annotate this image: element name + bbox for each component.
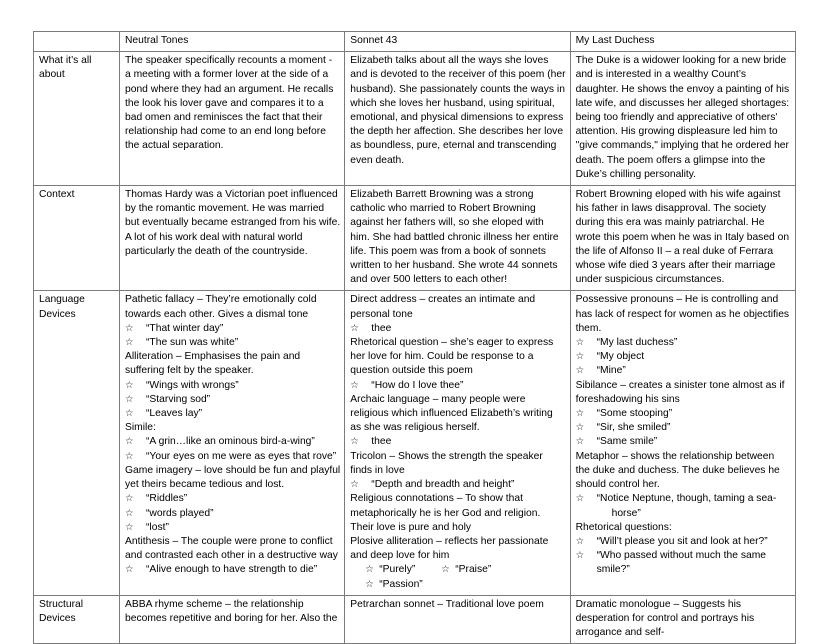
quote-text: “words played”	[146, 507, 214, 519]
quote-bullet-item	[576, 364, 791, 378]
quote-bullet-item	[125, 435, 340, 449]
paragraph: Robert Browning eloped with his wife against his father in laws disapproval. The society during this era was mainly patriarchal. He wrote this poem when he was in Italy based on the life of Alfonso II – a real duke of Ferrara whose wife died 3 years after their marriage under suspicious circumstances.	[575, 189, 790, 286]
star-bullet-icon: ☆	[125, 521, 134, 533]
star-bullet-icon: ☆	[365, 578, 380, 590]
quote-bullet-item	[125, 492, 340, 506]
paragraph: Plosive alliteration – reflects her passionate and deep love for him	[350, 535, 549, 562]
paragraph: Archaic language – many people were religious which influenced Elizabeth’s writing as she was religious herself.	[350, 393, 553, 434]
cell-context-neutral-tones	[120, 186, 345, 291]
quote-text: “Notice Neptune, though, taming a sea-horse”	[596, 493, 777, 519]
quote-text: “Leaves lay”	[146, 408, 203, 420]
star-bullet-icon: ☆	[350, 322, 359, 334]
quote-text: “Praise”	[455, 564, 492, 576]
paragraph: Elizabeth talks about all the ways she loves and is devoted to the receiver of this poem (her husband). She passionately counts the ways in which she loves her husband, using spiritual, emotional, and physical dimensions to express the depth her affection. She describes her love as boundless, pure, eternal and transcending even death.	[350, 55, 566, 166]
paragraph: Metaphor – shows the relationship between the duke and duchess. The duke believes he should control her.	[575, 450, 780, 491]
quote-text: “Depth and breadth and height”	[371, 479, 515, 491]
quote-bullet-row	[350, 563, 565, 591]
quote-bullet-item	[125, 563, 340, 577]
quote-text: “The sun was white”	[146, 337, 239, 349]
quote-text: “Starving sod”	[146, 393, 211, 405]
quote-bullet-item	[350, 379, 565, 393]
table-corner-cell	[34, 32, 120, 52]
quote-text: “Riddles”	[146, 493, 188, 505]
star-bullet-icon: ☆	[441, 564, 456, 576]
quote-text: “Will’t please you sit and look at her?”	[596, 535, 768, 547]
paragraph: Pathetic fallacy – They’re emotionally cold towards each other. Gives a dismal tone	[125, 294, 317, 320]
star-bullet-icon: ☆	[575, 365, 585, 377]
cell-structural-devices-sonnet-43	[345, 595, 570, 644]
quote-text: “Who passed without much the same smile?”	[596, 550, 766, 576]
cell-what-it-s-all-about-neutral-tones	[120, 52, 345, 186]
cell-structural-devices-my-last-duchess	[570, 595, 795, 644]
quote-bullet-item	[576, 535, 791, 549]
row-label-what-it-s-all-about: What it’s all about	[34, 52, 120, 186]
star-bullet-icon: ☆	[125, 564, 134, 576]
quote-text: “Alive enough to have strength to die”	[146, 564, 318, 576]
quote-bullet-item	[125, 407, 340, 421]
cell-language-devices-sonnet-43	[345, 291, 570, 595]
star-bullet-icon: ☆	[575, 550, 585, 562]
quote-text: “Same smile”	[596, 436, 658, 448]
quote-text: “Purely”	[379, 564, 416, 576]
quote-bullet-item	[576, 492, 791, 520]
paragraph: Religious connotations – To show that metaphorically he is her God and religion. Their love is pure and holy	[350, 493, 541, 533]
star-bullet-icon: ☆	[350, 479, 359, 491]
cell-what-it-s-all-about-sonnet-43	[345, 52, 570, 186]
quote-bullet-item	[576, 435, 791, 449]
paragraph: Sibilance – creates a sinister tone almost as if foreshadowing his sins	[575, 379, 785, 405]
star-bullet-icon: ☆	[125, 393, 134, 405]
star-bullet-icon: ☆	[125, 507, 134, 519]
row-label-structural-devices: Structural Devices	[34, 595, 120, 644]
paragraph: Elizabeth Barrett Browning was a strong catholic who married to Robert Browning against her fathers will, so she eloped with him. She had battled chronic illness her entire life. This poem was from a book of sonnets written to her husband. She wrote 44 sonnets and over 500 letters to each other!	[350, 189, 559, 286]
quote-bullet-item	[125, 507, 340, 521]
star-bullet-icon: ☆	[575, 408, 585, 420]
paragraph: Alliteration – Emphasises the pain and suffering felt by the speaker.	[125, 351, 301, 377]
quote-text: “Your eyes on me were as eyes that rove”	[146, 450, 337, 462]
star-bullet-icon: ☆	[125, 337, 134, 349]
quote-bullet-item	[576, 421, 791, 435]
star-bullet-icon: ☆	[350, 436, 359, 448]
quote-bullet-item	[350, 435, 565, 449]
paragraph: Petrarchan sonnet – Traditional love poem	[350, 598, 544, 610]
cell-language-devices-my-last-duchess	[570, 291, 795, 595]
quote-text: “Some stooping”	[596, 408, 673, 420]
quote-bullet-item	[576, 350, 791, 364]
quote-text: “A grin…like an ominous bird-a-wing”	[146, 436, 315, 448]
star-bullet-icon: ☆	[575, 493, 585, 505]
star-bullet-icon: ☆	[350, 379, 359, 391]
paragraph: Possessive pronouns – He is controlling and has lack of respect for women as he objectifies them.	[575, 294, 790, 334]
quote-bullet-item	[576, 407, 791, 421]
quote-bullet-item	[125, 336, 340, 350]
quote-bullet-item	[125, 393, 340, 407]
paragraph: ABBA rhyme scheme – the relationship becomes repetitive and boring for her. Also the	[125, 598, 338, 624]
star-bullet-icon: ☆	[575, 436, 585, 448]
column-header-neutral-tones: Neutral Tones	[120, 32, 345, 52]
table-body	[34, 52, 796, 644]
paragraph: Rhetorical question – she’s eager to express her love for him. Could be response to a question outside this poem	[350, 337, 554, 377]
column-header-sonnet-43: Sonnet 43	[345, 32, 570, 52]
paragraph: The Duke is a widower looking for a new bride and is interested in a wealthy Count’s daughter. He shows the envoy a painting of his late wife, and discusses her alleged shortages: being too friendly and appreciative of others' attention. His growing displeasure led him to "give commands," implying that he ordered her death. The poem offers a glimpse into the Duke’s chilling personality.	[575, 55, 790, 180]
star-bullet-icon: ☆	[125, 493, 134, 505]
quote-text: “Sir, she smiled”	[596, 422, 671, 434]
table-row	[34, 186, 796, 291]
paragraph: Antithesis – The couple were prone to conflict and contrasted each other in a destructive way	[125, 535, 338, 562]
table-header-row	[34, 32, 796, 52]
star-bullet-icon: ☆	[575, 351, 585, 363]
quote-text: thee	[371, 436, 392, 448]
star-bullet-icon: ☆	[125, 408, 134, 420]
quote-text: “Passion”	[379, 578, 423, 590]
table-row	[34, 291, 796, 595]
quote-text: “My object	[596, 351, 645, 363]
quote-text: “Mine”	[596, 365, 626, 377]
paragraph: Game imagery – love should be fun and playful yet theirs became tedious and lost.	[125, 464, 341, 491]
star-bullet-icon: ☆	[125, 322, 134, 334]
quote-text: “lost”	[146, 521, 169, 533]
star-bullet-icon: ☆	[575, 337, 585, 349]
quote-text: thee	[371, 322, 392, 334]
cell-context-sonnet-43	[345, 186, 570, 291]
cell-structural-devices-neutral-tones	[120, 595, 345, 644]
paragraph: Rhetorical questions:	[575, 521, 672, 533]
star-bullet-icon: ☆	[125, 450, 134, 462]
row-label-context: Context	[34, 186, 120, 291]
quote-text: “My last duchess”	[596, 337, 678, 349]
star-bullet-icon: ☆	[125, 379, 134, 391]
quote-bullet-item	[576, 549, 791, 577]
paragraph: Thomas Hardy was a Victorian poet influenced by the romantic movement. He was married but eventually became estranged from his wife. A lot of his work deal with natural world particularly the death of the countryside.	[125, 189, 341, 257]
table-row	[34, 52, 796, 186]
paragraph: Tricolon – Shows the strength the speaker finds in love	[350, 450, 543, 476]
cell-what-it-s-all-about-my-last-duchess	[570, 52, 795, 186]
cell-context-my-last-duchess	[570, 186, 795, 291]
paragraph: Dramatic monologue – Suggests his desperation for control and portrays his arrogance and self-	[575, 598, 755, 639]
poem-comparison-table	[33, 31, 796, 644]
quote-bullet-item	[125, 521, 340, 535]
paragraph: Simile:	[125, 422, 156, 434]
quote-text: “That winter day”	[146, 322, 224, 334]
star-bullet-icon: ☆	[575, 535, 585, 547]
paragraph: The speaker specifically recounts a moment - a meeting with a former lover at the side of a pond where they had an argument. He recalls the look his lover gave and compares it to a bad omen and reminisces the fact that their relationship had come to an end long before the actual separation.	[125, 55, 334, 152]
paragraph: Direct address – creates an intimate and personal tone	[350, 294, 536, 320]
star-bullet-icon: ☆	[365, 564, 380, 576]
star-bullet-icon: ☆	[125, 436, 134, 448]
column-header-my-last-duchess: My Last Duchess	[570, 32, 795, 52]
quote-text: “How do I love thee”	[371, 379, 464, 391]
row-label-language-devices: Language Devices	[34, 291, 120, 595]
star-bullet-icon: ☆	[575, 422, 585, 434]
quote-bullet-item	[350, 322, 565, 336]
quote-bullet-item	[125, 379, 340, 393]
quote-bullet-item	[576, 336, 791, 350]
quote-bullet-item	[125, 322, 340, 336]
cell-language-devices-neutral-tones	[120, 291, 345, 595]
quote-text: “Wings with wrongs”	[146, 379, 239, 391]
quote-bullet-item	[125, 450, 340, 464]
quote-bullet-item	[350, 478, 565, 492]
table-row	[34, 595, 796, 644]
